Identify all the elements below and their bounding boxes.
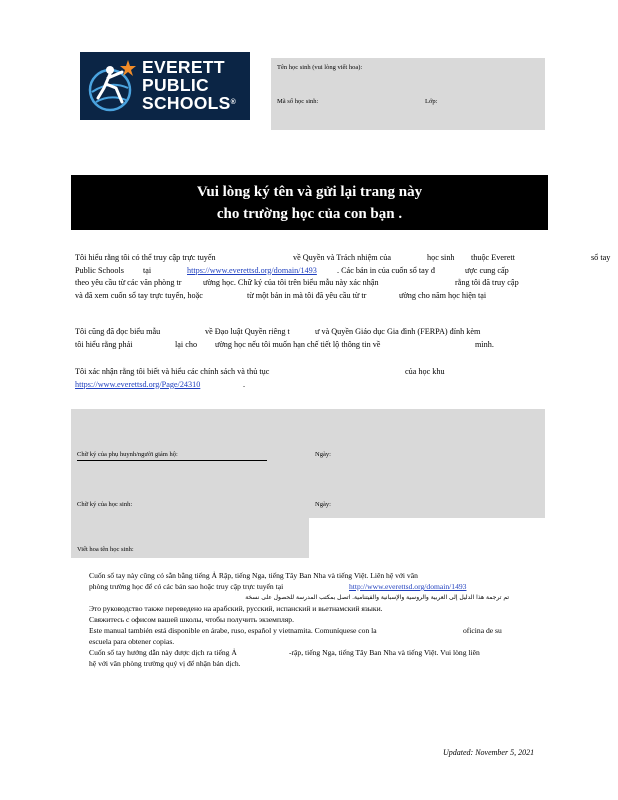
title-banner: [71, 175, 548, 230]
logo-wordmark: [142, 58, 236, 112]
logo-line-schools-text: SCHOOLS: [142, 93, 231, 113]
note-vi-line-2: phòng trường học để có các bản sao hoặc truy cập trực tuyến tại: [89, 582, 284, 591]
para1-text-4b: từ một bản in mà tôi đã yêu cầu từ tr: [247, 290, 367, 300]
banner-line-1: Vui lòng ký tên và gửi lại trang này: [196, 184, 423, 200]
para1-text-4c: ường cho năm học hiện tại: [399, 290, 487, 300]
para1-text-3a: theo yêu cầu từ các văn phòng tr: [75, 278, 182, 287]
parent-signature-label: Chữ ký của phụ huynh/người giám hộ:: [77, 451, 178, 458]
student-info-box: [271, 58, 545, 130]
note-spanish-line-1b: oficina de su: [463, 626, 502, 635]
note-vi2-line-1a: Cuốn sổ tay hướng dẫn này được dịch ra tiếng Ả: [89, 648, 237, 657]
para1-text-2a: Public Schools: [75, 265, 124, 275]
para3-text-1b: của học khu: [405, 367, 445, 376]
para1-text-1c: học sinh: [427, 253, 455, 262]
student-signature-label: Chữ ký của học sinh:: [77, 501, 133, 508]
student-name-label: Tên học sinh (vui lòng viết hoa):: [277, 64, 363, 71]
para1-text-1e: sổ tay: [591, 253, 611, 262]
note-vi2-line-1b: -rập, tiếng Nga, tiếng Tây Ban Nha và tiếng Việt. Vui lòng liên: [289, 648, 480, 657]
ferpa-paragraph: [75, 326, 595, 351]
note-vi-line-1: Cuốn sổ tay này cũng có sẵn bằng tiếng Ả Rập, tiếng Nga, tiếng Tây Ban Nha và tiếng Việt. Liên hệ với văn: [89, 571, 418, 580]
para2-text-2c: ường học nếu tôi muốn hạn chế tiết lộ thông tin về: [215, 339, 381, 349]
para1-text-1a: Tôi hiểu rằng tôi có thể truy cập trực tuyến: [75, 253, 216, 262]
para2-text-1a: Tôi cũng đã đọc biểu mẫu: [75, 327, 161, 336]
handbook-link[interactable]: https://www.everettsd.org/domain/1493: [187, 265, 317, 275]
para2-text-1b: về Đạo luật Quyền riêng t: [205, 327, 290, 336]
student-date-label: Ngày:: [315, 501, 331, 508]
note-russian-line-2: Свяжитесь с офисом вашей школы, чтобы получить экземпляр.: [89, 615, 294, 624]
para2-text-2a: tôi hiểu rằng phải: [75, 339, 133, 349]
logo-line-public: PUBLIC: [142, 75, 209, 95]
para1-text-2d: ược cung cấp: [465, 265, 509, 275]
student-id-label: Mã số học sinh:: [277, 98, 319, 105]
para2-text-2d: mình.: [475, 339, 494, 349]
para1-text-3b: ường học. Chữ ký của tôi trên biểu mẫu này xác nhận: [203, 278, 379, 287]
para2-text-2b: lại cho: [175, 339, 198, 349]
para1-text-1b: về Quyền và Trách nhiệm của: [293, 253, 391, 262]
logo-line-everett: EVERETT: [142, 57, 225, 77]
para1-text-1d: thuộc Everett: [471, 253, 515, 262]
note-spanish-line-2: escuela para obtener copias.: [89, 637, 175, 646]
district-logo: [80, 52, 250, 120]
print-name-label: Viết hoa tên học sinh:: [77, 546, 134, 553]
updated-date: Updated: November 5, 2021: [443, 748, 535, 757]
para3-text-1a: Tôi xác nhận rằng tôi biết và hiểu các chính sách và thủ tục: [75, 367, 270, 376]
translation-notes: [75, 570, 555, 669]
logo-line-schools: [142, 94, 236, 112]
translations-link[interactable]: http://www.everettsd.org/domain/1493: [349, 582, 467, 591]
note-spanish-line-1: Este manual también está disponible en árabe, ruso, español y vietnamita. Comuníquese con la: [89, 626, 377, 635]
policies-link[interactable]: https://www.everettsd.org/Page/24310: [75, 379, 201, 389]
para1-text-3c: rằng tôi đã truy cập: [455, 278, 519, 287]
para2-text-1c: ư và Quyền Giáo dục Gia đình (FERPA) đính kèm: [315, 327, 481, 336]
signature-box: [71, 409, 545, 518]
parent-date-label: Ngày:: [315, 451, 331, 458]
handbook-acknowledgement-paragraph: [75, 252, 611, 302]
banner-line-2: cho trường học của con bạn .: [216, 206, 403, 222]
note-arabic: تم ترجمة هذا الدليل إلى العربية والروسية والإسبانية والفيتنامية. اتصل بمكتب المدرسة للحصول على نسخة: [245, 594, 509, 601]
note-russian-line-1: Это руководство также переведено на арабский, русский, испанский и вьетнамский языки.: [89, 604, 383, 613]
globe-runner-emblem: [86, 58, 138, 114]
grade-label: Lớp:: [425, 98, 438, 105]
para1-text-2b: tại: [143, 265, 152, 275]
print-name-box: [71, 518, 309, 558]
registered-mark: ®: [230, 99, 237, 106]
parent-signature-line[interactable]: [77, 460, 267, 461]
para3-end: .: [243, 379, 246, 389]
note-vi2-line-2: hệ với văn phòng trường quý vị để nhận bản dịch.: [89, 659, 241, 668]
policies-paragraph: [75, 366, 595, 391]
para1-text-2c: . Các bản in của cuốn sổ tay đ: [337, 265, 435, 275]
para1-text-4a: và đã xem cuốn sổ tay trực tuyến, hoặc: [75, 290, 203, 300]
